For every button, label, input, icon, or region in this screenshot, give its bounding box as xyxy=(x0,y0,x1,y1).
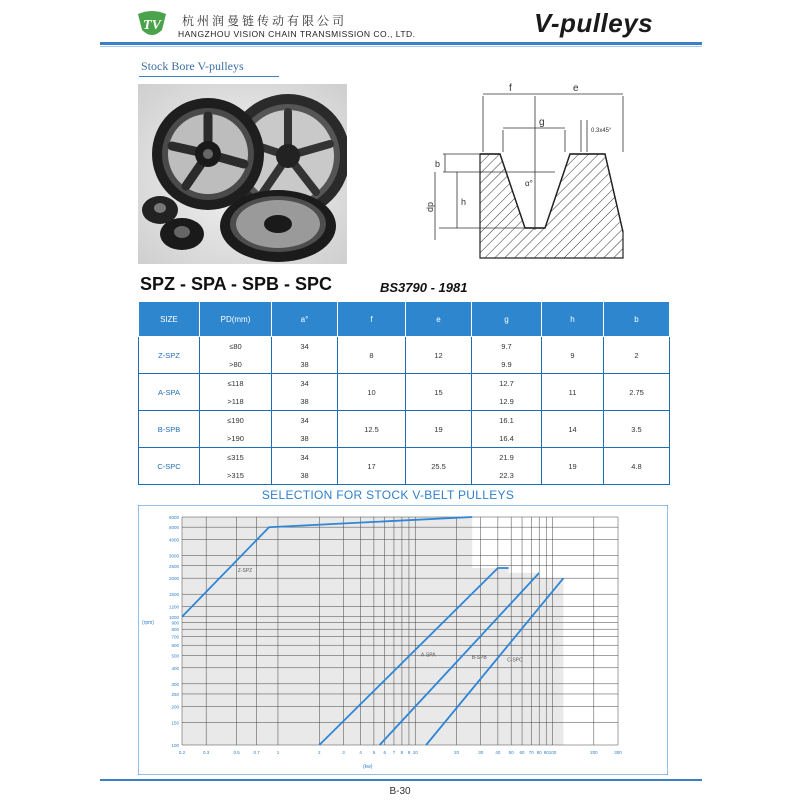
x-tick-label: 30 xyxy=(478,750,484,755)
pulley-photo xyxy=(138,84,347,264)
cell-pd-small: ≤80 xyxy=(229,341,242,351)
y-tick-label: 2000 xyxy=(168,576,179,582)
y-tick-label: 1500 xyxy=(168,592,179,598)
table-row xyxy=(139,411,670,448)
cell-pd-large: >190 xyxy=(227,433,244,443)
x-tick-label: 6 xyxy=(383,750,387,755)
selection-chart xyxy=(138,505,668,775)
x-tick-label: 40 xyxy=(495,750,501,755)
cell-b: 2 xyxy=(604,337,670,374)
x-tick-label: 2 xyxy=(318,750,321,755)
cell-size: Z-SPZ xyxy=(139,337,200,374)
cell-size: B-SPB xyxy=(139,411,200,448)
x-tick-label: 100 xyxy=(548,750,557,755)
y-tick-label: 100 xyxy=(171,743,179,748)
dim-label-radius: 0.3x45° xyxy=(591,128,612,134)
y-tick-label: 3000 xyxy=(168,553,179,559)
x-tick-label: 3 xyxy=(342,750,345,755)
footer-divider xyxy=(100,779,702,781)
cell-alpha-large: 38 xyxy=(300,359,309,369)
dim-label-e: e xyxy=(573,83,579,94)
cell-e: 12 xyxy=(406,337,472,374)
cell-g xyxy=(472,411,542,448)
cell-pd xyxy=(200,411,272,448)
cell-alpha-small: 34 xyxy=(300,378,309,388)
table-row xyxy=(139,337,670,374)
cell-h: 14 xyxy=(542,411,604,448)
y-tick-label: 6000 xyxy=(168,515,179,520)
y-tick-label: 1000 xyxy=(168,614,179,620)
table-row xyxy=(139,448,670,485)
section-underline xyxy=(139,76,279,77)
groove-profile-drawing xyxy=(405,80,630,260)
table-header-row xyxy=(139,302,670,337)
x-tick-label: 0.7 xyxy=(253,750,260,755)
dim-label-f: f xyxy=(509,83,512,94)
cell-alpha-large: 38 xyxy=(300,433,309,443)
cell-alpha-large: 38 xyxy=(300,396,309,406)
cell-alpha-small: 34 xyxy=(300,415,309,425)
y-tick-label: 500 xyxy=(171,653,179,659)
column-header-f: f xyxy=(338,302,406,337)
column-header-e: e xyxy=(406,302,472,337)
standard-reference: BS3790 - 1981 xyxy=(380,280,468,295)
y-tick-label: 700 xyxy=(171,634,179,640)
column-header-g: g xyxy=(472,302,542,337)
dim-label-g: g xyxy=(539,117,545,128)
cell-g xyxy=(472,448,542,485)
cell-pd xyxy=(200,448,272,485)
chart-title: SELECTION FOR STOCK V-BELT PULLEYS xyxy=(261,488,515,502)
column-header-h: h xyxy=(542,302,604,337)
cell-g-small: 21.9 xyxy=(499,452,514,462)
x-tick-label: 90 xyxy=(543,750,549,755)
cell-f: 10 xyxy=(338,374,406,411)
cell-e: 15 xyxy=(406,374,472,411)
logo-text: TV xyxy=(143,18,161,33)
y-tick-label: 400 xyxy=(171,665,179,671)
cell-pd xyxy=(200,374,272,411)
page-number: B-30 xyxy=(389,786,411,797)
cell-h: 11 xyxy=(542,374,604,411)
chart-x-axis-label: (kw) xyxy=(363,764,373,770)
cell-size: C-SPC xyxy=(139,448,200,485)
chart-y-axis-label: (rpm) xyxy=(142,620,154,626)
column-header-alpha: a° xyxy=(272,302,338,337)
cell-pd-large: >315 xyxy=(227,470,244,480)
cell-g-large: 12.9 xyxy=(499,396,514,406)
cell-size: A-SPA xyxy=(139,374,200,411)
y-tick-label: 300 xyxy=(171,681,179,687)
cell-pd-small: ≤315 xyxy=(227,452,244,462)
cell-g-small: 12.7 xyxy=(499,378,514,388)
series-label: A-SPA xyxy=(420,652,436,659)
dim-label-dp: dp xyxy=(425,201,435,212)
cell-pd-small: ≤118 xyxy=(227,378,244,388)
cell-h: 9 xyxy=(542,337,604,374)
cell-f: 12.5 xyxy=(338,411,406,448)
column-header-pd: PD(mm) xyxy=(200,302,272,337)
cell-b: 2.75 xyxy=(604,374,670,411)
x-tick-label: 5 xyxy=(372,750,376,755)
y-tick-label: 200 xyxy=(171,704,179,710)
y-tick-label: 250 xyxy=(171,691,179,697)
x-tick-label: 300 xyxy=(614,750,622,755)
cell-pd-large: >80 xyxy=(229,359,242,369)
cell-alpha-large: 38 xyxy=(300,470,309,480)
series-label: Z-SPZ xyxy=(237,567,253,574)
cell-b: 4.8 xyxy=(604,448,670,485)
company-name-chinese: 杭州润曼链传动有限公司 xyxy=(182,14,348,28)
dim-label-h: h xyxy=(461,197,467,207)
cell-alpha xyxy=(272,411,338,448)
cell-g-small: 16.1 xyxy=(499,415,514,425)
company-name-english: HANGZHOU VISION CHAIN TRANSMISSION CO., LTD. xyxy=(178,29,416,39)
cell-alpha xyxy=(272,374,338,411)
header-divider-thin xyxy=(100,46,702,47)
cell-alpha-small: 34 xyxy=(300,341,309,351)
product-title: V-pulleys xyxy=(534,8,654,38)
table-row xyxy=(139,374,670,411)
x-tick-label: 0.2 xyxy=(178,750,186,755)
x-tick-label: 0.3 xyxy=(203,750,210,755)
y-tick-label: 900 xyxy=(171,620,179,626)
y-tick-label: 5000 xyxy=(168,525,179,531)
dim-label-alpha: α° xyxy=(525,179,533,188)
x-tick-label: 60 xyxy=(519,750,525,755)
cell-e: 25.5 xyxy=(406,448,472,485)
cell-pd-small: ≤190 xyxy=(227,415,244,425)
groove-dimension-table xyxy=(138,301,670,485)
x-tick-label: 70 xyxy=(528,750,534,755)
cell-h: 19 xyxy=(542,448,604,485)
column-header-b: b xyxy=(604,302,670,337)
company-logo xyxy=(136,10,168,40)
x-tick-label: 0.5 xyxy=(233,750,240,755)
y-tick-label: 150 xyxy=(171,720,179,726)
x-tick-label: 10 xyxy=(412,750,418,755)
cell-alpha xyxy=(272,337,338,374)
cell-g-small: 9.7 xyxy=(501,341,512,351)
cell-g xyxy=(472,374,542,411)
dim-label-b: b xyxy=(435,159,441,169)
cell-alpha xyxy=(272,448,338,485)
x-tick-label: 1 xyxy=(276,750,280,755)
cell-pd-large: >118 xyxy=(227,396,244,406)
x-tick-label: 7 xyxy=(392,750,396,755)
series-label: C-SPC xyxy=(507,657,523,664)
cell-b: 3.5 xyxy=(604,411,670,448)
cell-g xyxy=(472,337,542,374)
cell-e: 19 xyxy=(406,411,472,448)
y-tick-label: 600 xyxy=(171,643,179,649)
cell-g-large: 22.3 xyxy=(499,470,514,480)
x-tick-label: 50 xyxy=(508,750,514,755)
x-tick-label: 4 xyxy=(359,750,362,755)
y-tick-label: 1200 xyxy=(168,604,179,610)
cell-pd xyxy=(200,337,272,374)
cell-g-large: 9.9 xyxy=(501,359,512,369)
cell-g-large: 16.4 xyxy=(499,433,514,443)
section-title: Stock Bore V-pulleys xyxy=(141,59,244,73)
x-tick-label: 9 xyxy=(407,750,411,755)
y-tick-label: 4000 xyxy=(168,537,179,543)
y-tick-label: 2500 xyxy=(168,563,179,569)
series-label: B-SPB xyxy=(471,654,487,661)
x-tick-label: 20 xyxy=(454,750,460,755)
x-tick-label: 200 xyxy=(590,750,598,755)
y-tick-label: 800 xyxy=(171,627,179,633)
cell-f: 8 xyxy=(338,337,406,374)
cell-f: 17 xyxy=(338,448,406,485)
x-tick-label: 8 xyxy=(400,750,404,755)
belt-section-heading: SPZ - SPA - SPB - SPC xyxy=(140,274,333,294)
header-divider xyxy=(100,42,702,45)
x-tick-label: 80 xyxy=(536,750,542,755)
cell-alpha-small: 34 xyxy=(300,452,309,462)
column-header-size: SIZE xyxy=(139,302,200,337)
